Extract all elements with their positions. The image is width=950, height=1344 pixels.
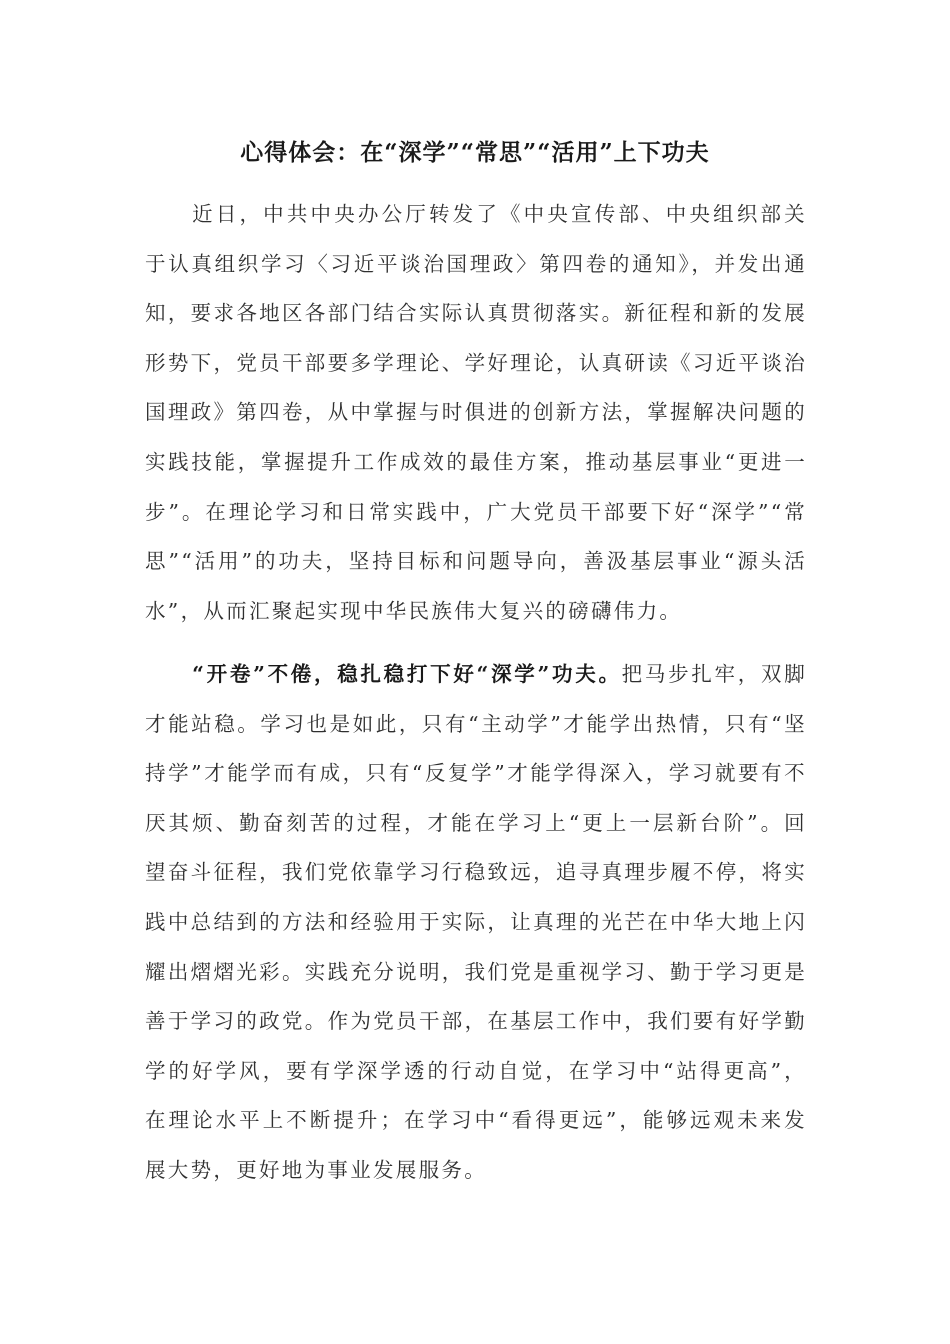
paragraph-deep-study: [145, 650, 807, 1196]
paragraph-text: 把马步扎牢，双脚才能站稳。学习也是如此，只有“主动学”才能学出热情，只有“坚持学”才能学而有成，只有“反复学”才能学得深入，学习就要有不厌其烦、勤奋刻苦的过程，才能在学习上“更上一层新台阶”。回望奋斗征程，我们党依靠学习行稳致远，追寻真理步履不停，将实践中总结到的方法和经验用于实际，让真理的光芒在中华大地上闪耀出熠熠光彩。实践充分说明，我们党是重视学习、勤于学习更是善于学习的政党。作为党员干部，在基层工作中，我们要有好学勤学的好学风，要有学深学透的行动自觉，在学习中“站得更高”，在理论水平上不断提升；在学习中“看得更远”，能够远观未来发展大势，更好地为事业发展服务。: [145, 662, 807, 1182]
paragraph-text: 近日，中共中央办公厅转发了《中央宣传部、中央组织部关于认真组织学习〈习近平谈治国理政〉第四卷的通知》，并发出通知，要求各地区各部门结合实际认真贯彻落实。新征程和新的发展形势下，党员干部要多学理论、学好理论，认真研读《习近平谈治国理政》第四卷，从中掌握与时俱进的创新方法，掌握解决问题的实践技能，掌握提升工作成效的最佳方案，推动基层事业“更进一步”。在理论学习和日常实践中，广大党员干部要下好“深学”“常思”“活用”的功夫，坚持目标和问题导向，善汲基层事业“源头活水”，从而汇聚起实现中华民族伟大复兴的磅礴伟力。: [145, 202, 807, 623]
paragraph-intro: [145, 190, 807, 636]
document-title: 心得体会：在“深学”“常思”“活用”上下功夫: [240, 139, 710, 166]
paragraph-lead-heading: “开卷”不倦，稳扎稳打下好“深学”功夫。: [192, 662, 622, 686]
